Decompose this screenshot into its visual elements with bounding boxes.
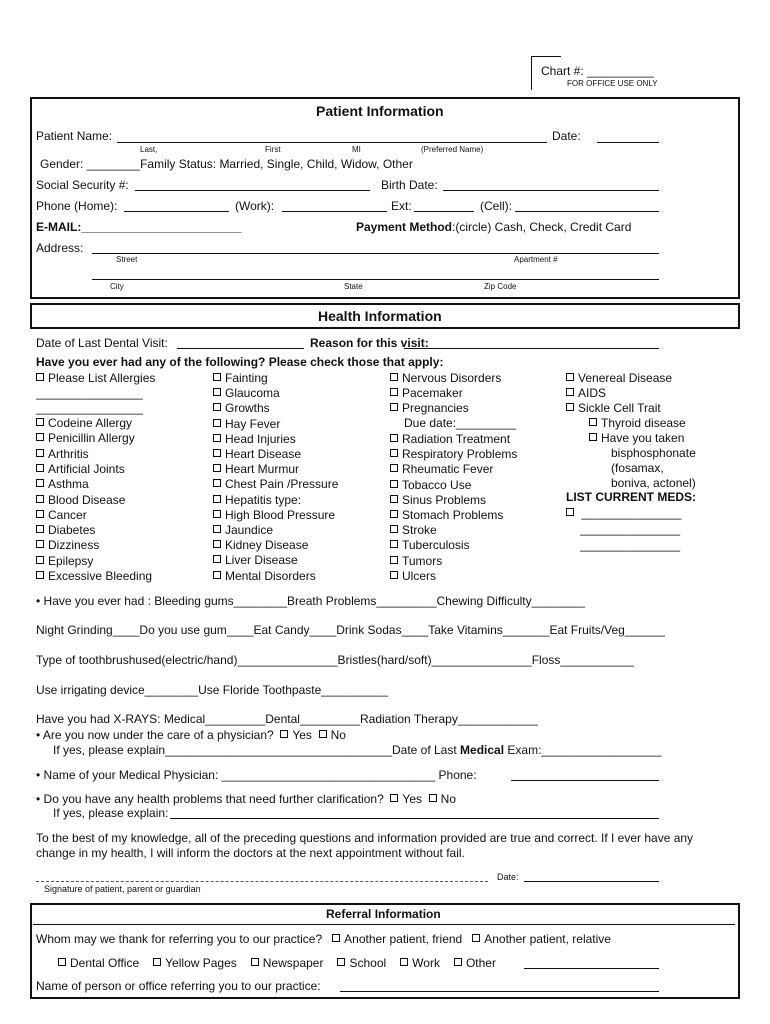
allergy-blank-1[interactable]: ________________ <box>36 386 143 400</box>
condition-artificial-joints[interactable] <box>36 462 125 476</box>
condition-label: Jaundice <box>225 523 274 537</box>
checkbox-icon[interactable] <box>390 449 398 457</box>
checkbox-icon[interactable] <box>213 449 221 457</box>
checkbox-icon[interactable] <box>36 479 44 487</box>
condition-label: Fainting <box>225 371 268 385</box>
checkbox-icon[interactable] <box>36 556 44 564</box>
condition-kidney-disease[interactable] <box>213 538 308 552</box>
condition-label: Rheumatic Fever <box>402 462 494 477</box>
condition-label: Nervous Disorders <box>402 371 502 385</box>
condition-label: Liver Disease <box>225 553 298 568</box>
patient-name-label: Patient Name: <box>36 129 113 143</box>
condition-label: Hepatitis type: <box>225 492 302 507</box>
meds-blank-3[interactable]: _______________ <box>580 538 681 552</box>
payment-method-label: Payment Method <box>356 220 453 234</box>
checkbox-icon[interactable] <box>566 388 574 396</box>
condition-label: Venereal Disease <box>578 371 673 385</box>
condition-sinus-problems[interactable] <box>390 493 486 507</box>
condition-label: Sickle Cell Trait <box>578 401 661 416</box>
checkbox-icon[interactable] <box>566 403 574 411</box>
checkbox-icon[interactable] <box>213 540 221 548</box>
condition-label: Have you taken <box>601 431 685 446</box>
sub-apartment: Apartment # <box>514 255 558 264</box>
reason-field[interactable] <box>404 348 659 349</box>
condition-label: Glaucoma <box>225 386 280 401</box>
condition-head-injuries[interactable] <box>213 432 296 446</box>
checkbox-icon[interactable] <box>454 958 462 966</box>
sub-zip: Zip Code <box>484 282 517 291</box>
condition-epilepsy[interactable] <box>36 554 93 568</box>
condition-label: Ulcers <box>402 568 437 583</box>
condition-respiratory-problems[interactable] <box>390 447 517 461</box>
meds-checkbox[interactable] <box>566 508 574 516</box>
referral-friend-checkbox[interactable] <box>332 934 340 942</box>
checkbox-icon[interactable] <box>213 403 221 411</box>
referral-name-field[interactable] <box>340 991 659 992</box>
condition-asthma[interactable] <box>36 477 89 491</box>
condition-please-list-allergies[interactable] <box>36 371 155 385</box>
checkbox-icon[interactable] <box>36 525 44 533</box>
checkbox-icon[interactable] <box>390 373 398 381</box>
condition-label: Mental Disorders <box>225 568 316 583</box>
email-field[interactable]: E-MAIL:________________________ <box>36 220 242 234</box>
condition-label: Dizziness <box>48 538 100 553</box>
referral-source-school[interactable] <box>337 956 386 970</box>
phone-home-field[interactable] <box>124 211 229 212</box>
checkbox-icon[interactable] <box>213 495 221 503</box>
checkbox-icon[interactable] <box>36 571 44 579</box>
due-date-field[interactable]: Due date:_________ <box>404 416 517 430</box>
sig-date-label: Date: <box>497 872 519 882</box>
physician-phone-field[interactable] <box>511 780 659 781</box>
condition-tobacco-use[interactable] <box>390 478 471 492</box>
condition-label: Head Injuries <box>225 431 296 446</box>
checkbox-icon[interactable] <box>390 480 398 488</box>
checkbox-icon[interactable] <box>213 571 221 579</box>
checkbox-icon[interactable] <box>36 433 44 441</box>
condition-blood-disease[interactable] <box>36 493 125 507</box>
reason-label: Reason for this visit: <box>310 336 429 350</box>
sub-city: City <box>110 282 124 291</box>
checkbox-icon[interactable] <box>153 958 161 966</box>
sub-first: First <box>265 145 281 154</box>
phone-cell-label: (Cell): <box>480 199 512 213</box>
condition-label: High Blood Pressure <box>225 507 336 522</box>
condition-label: Sinus Problems <box>402 492 487 507</box>
checkbox-icon[interactable] <box>390 388 398 396</box>
checkbox-icon[interactable] <box>213 388 221 396</box>
checkbox-icon[interactable] <box>213 419 221 427</box>
condition-label: Asthma <box>48 477 89 492</box>
condition-pregnancies[interactable] <box>390 401 469 415</box>
checkbox-icon[interactable] <box>390 556 398 564</box>
meds-blank-2[interactable]: _______________ <box>580 522 681 536</box>
date-label: Date: <box>552 129 581 143</box>
last-visit-label: Date of Last Dental Visit: <box>36 336 168 350</box>
checkbox-icon[interactable] <box>390 510 398 518</box>
condition-label: Pregnancies <box>402 401 469 416</box>
checkbox-icon[interactable] <box>390 464 398 472</box>
checkbox-icon[interactable] <box>36 510 44 518</box>
condition-dizziness[interactable] <box>36 538 99 552</box>
condition-excessive-bleeding[interactable] <box>36 569 152 583</box>
condition-label: Stroke <box>402 523 437 538</box>
condition-label: Codeine Allergy <box>48 416 133 430</box>
condition-jaundice[interactable] <box>213 523 273 537</box>
condition-label: Kidney Disease <box>225 538 309 553</box>
date-field[interactable] <box>597 142 659 143</box>
condition-venereal-disease[interactable] <box>566 371 672 385</box>
condition-penicillin-allergy[interactable] <box>36 431 135 445</box>
condition-label: Arthritis <box>48 446 89 461</box>
phone-cell-field[interactable] <box>515 211 659 212</box>
bisphosphonate-line: boniva, actonel) <box>611 476 696 490</box>
checkbox-icon[interactable] <box>36 449 44 457</box>
checkbox-icon[interactable] <box>589 433 597 441</box>
condition-label: Diabetes <box>48 523 96 538</box>
q-physician-name[interactable]: • Name of your Medical Physician: ________________________________ Phone: <box>36 768 477 782</box>
condition-have-you-taken[interactable] <box>589 431 684 445</box>
condition-label: Pacemaker <box>402 386 463 401</box>
checkbox-icon[interactable] <box>213 373 221 381</box>
condition-label: Artificial Joints <box>48 461 125 476</box>
checkbox-icon[interactable] <box>213 555 221 563</box>
referral-source-yellow-pages[interactable] <box>153 956 237 970</box>
condition-arthritis[interactable] <box>36 447 89 461</box>
clarify-no-checkbox[interactable] <box>429 794 437 802</box>
condition-label: Thyroid disease <box>601 416 686 430</box>
condition-cancer[interactable] <box>36 508 87 522</box>
referral-source-label: Newspaper <box>262 956 324 970</box>
referral-relative-checkbox[interactable] <box>472 934 480 942</box>
condition-mental-disorders[interactable] <box>213 569 316 583</box>
referral-source-newspaper[interactable] <box>251 956 324 970</box>
payment-method[interactable] <box>356 220 631 234</box>
allergy-blank-2[interactable]: ________________ <box>36 401 143 415</box>
referral-source-label: Dental Office <box>70 956 140 970</box>
sig-date-field[interactable] <box>524 881 659 882</box>
condition-label: Cancer <box>48 507 87 522</box>
address-city-field[interactable] <box>92 279 659 280</box>
condition-label: Respiratory Problems <box>402 447 518 462</box>
q-night-grinding[interactable]: Night Grinding____Do you use gum____Eat Candy____Drink Sodas____Take Vitamins_______Eat Fruits/Veg______ <box>36 623 665 637</box>
checkbox-icon[interactable] <box>390 495 398 503</box>
condition-hepatitis-type[interactable] <box>213 493 301 507</box>
condition-label: Excessive Bleeding <box>48 569 153 583</box>
checkbox-icon[interactable] <box>36 373 44 381</box>
condition-sickle-cell-trait[interactable] <box>566 401 661 415</box>
statement-line-1: To the best of my knowledge, all of the preceding questions and information provided are true and correct. If I ever have any <box>36 831 694 845</box>
q-physician-explain[interactable]: If yes, please explain__________________________________Date of Last Medical Exam:__________________ <box>53 743 662 757</box>
checkbox-icon[interactable] <box>213 479 221 487</box>
condition-label: Chest Pain /Pressure <box>225 477 339 492</box>
physician-yes-checkbox[interactable] <box>280 730 288 738</box>
office-use-only-label: FOR OFFICE USE ONLY <box>567 79 658 88</box>
conditions-question: Have you ever had any of the following? Please check those that apply: <box>36 355 444 369</box>
condition-label: Tobacco Use <box>402 477 472 492</box>
sub-state: State <box>344 282 363 291</box>
referral-source-work[interactable] <box>400 956 440 970</box>
condition-label: Heart Disease <box>225 447 302 461</box>
q-have-you-ever[interactable]: • Have you ever had : Bleeding gums________Breath Problems_________Chewing Difficulty________ <box>36 594 586 608</box>
checkbox-icon[interactable] <box>390 571 398 579</box>
condition-radiation-treatment[interactable] <box>390 432 510 446</box>
checkbox-icon[interactable] <box>390 540 398 548</box>
phone-home-label: Phone (Home): <box>36 199 118 213</box>
checkbox-icon[interactable] <box>390 403 398 411</box>
address-label: Address: <box>36 241 84 255</box>
current-meds-label: LIST CURRENT MEDS: <box>566 490 696 504</box>
phone-work-field[interactable] <box>282 211 387 212</box>
condition-liver-disease[interactable] <box>213 553 298 567</box>
referral-source-label: Yellow Pages <box>165 956 237 970</box>
referral-source-label: School <box>349 956 387 970</box>
meds-blank-1[interactable]: _______________ <box>566 506 681 520</box>
birth-date-label: Birth Date: <box>381 178 438 192</box>
statement-line-2: change in my health, I will inform the doctors at the next appointment without fail. <box>36 846 465 860</box>
condition-heart-disease[interactable] <box>213 447 301 461</box>
condition-stomach-problems[interactable] <box>390 508 503 522</box>
checkbox-icon[interactable] <box>36 495 44 503</box>
condition-label: Growths <box>225 401 270 416</box>
condition-heart-murmur[interactable] <box>213 462 299 476</box>
sub-preferred: (Preferred Name) <box>421 145 484 154</box>
referral-source-label: Other <box>465 956 496 970</box>
condition-label: Radiation Treatment <box>402 432 511 446</box>
condition-rheumatic-fever[interactable] <box>390 462 493 476</box>
condition-label: Tuberculosis <box>402 538 470 553</box>
bisphosphonate-line: bisphosphonate <box>611 446 696 460</box>
sub-street: Street <box>116 255 138 264</box>
health-info-heading: Health Information <box>318 308 442 324</box>
condition-diabetes[interactable] <box>36 523 95 537</box>
phone-work-label: (Work): <box>235 199 275 213</box>
checkbox-icon[interactable] <box>390 434 398 442</box>
condition-aids[interactable] <box>566 386 606 400</box>
condition-stroke[interactable] <box>390 523 437 537</box>
payment-options: :(circle) Cash, Check, Credit Card <box>452 220 632 234</box>
checkbox-icon[interactable] <box>36 464 44 472</box>
phone-ext-field[interactable] <box>414 211 474 212</box>
condition-hay-fever[interactable] <box>213 417 280 431</box>
q-clarification: • Do you have any health problems that need further clarification? Yes No <box>36 792 457 806</box>
referral-thank-row: Whom may we thank for referring you to our practice? Another patient, friend Another patient, relative <box>36 932 611 946</box>
checkbox-icon[interactable] <box>251 958 259 966</box>
patient-info-section <box>30 97 740 299</box>
ssn-label: Social Security #: <box>36 178 129 192</box>
patient-name-field[interactable] <box>117 142 547 143</box>
bisphosphonate-line: (fosamax, <box>611 461 664 475</box>
condition-label: Blood Disease <box>48 492 126 507</box>
condition-label: Hay Fever <box>225 416 281 431</box>
condition-growths[interactable] <box>213 401 270 415</box>
gender-family-line[interactable]: Gender: ________Family Status: Married, Single, Child, Widow, Other <box>40 157 413 171</box>
condition-nervous-disorders[interactable] <box>390 371 501 385</box>
q-xrays[interactable]: Have you had X-RAYS: Medical_________Dental_________Radiation Therapy____________ <box>36 712 538 726</box>
condition-label: AIDS <box>578 386 607 401</box>
condition-fainting[interactable] <box>213 371 268 385</box>
referral-source-label: Work <box>412 956 440 970</box>
referral-source-other[interactable] <box>454 956 496 970</box>
condition-tumors[interactable] <box>390 554 442 568</box>
signature-label: Signature of patient, parent or guardian <box>44 884 201 894</box>
condition-thyroid-disease[interactable] <box>589 416 686 430</box>
last-visit-field[interactable] <box>177 348 304 349</box>
condition-label: Please List Allergies <box>48 371 156 385</box>
checkbox-icon[interactable] <box>589 418 597 426</box>
clarify-explain-field[interactable] <box>170 818 659 819</box>
patient-info-heading: Patient Information <box>316 103 444 119</box>
checkbox-icon[interactable] <box>58 958 66 966</box>
q-toothbrush[interactable]: Type of toothbrushused(electric/hand)_______________Bristles(hard/soft)_______________Floss___________ <box>36 653 634 667</box>
checkbox-icon[interactable] <box>337 958 345 966</box>
checkbox-icon[interactable] <box>213 464 221 472</box>
referral-source-dental-office[interactable] <box>58 956 139 970</box>
condition-chest-pain-pressure[interactable] <box>213 477 338 491</box>
condition-high-blood-pressure[interactable] <box>213 508 335 522</box>
checkbox-icon[interactable] <box>36 418 44 426</box>
sub-last: Last, <box>140 145 158 154</box>
referral-other-field[interactable] <box>524 968 659 969</box>
referral-name-label: Name of person or office referring you to our practice: <box>36 979 321 993</box>
checkbox-icon[interactable] <box>36 540 44 548</box>
clarify-yes-checkbox[interactable] <box>390 794 398 802</box>
condition-glaucoma[interactable] <box>213 386 280 400</box>
checkbox-icon[interactable] <box>400 958 408 966</box>
checkbox-icon[interactable] <box>213 434 221 442</box>
condition-label: Epilepsy <box>48 553 94 568</box>
q-irrigating[interactable]: Use irrigating device________Use Floride Toothpaste__________ <box>36 683 389 697</box>
address-street-field[interactable] <box>92 253 659 254</box>
condition-ulcers[interactable] <box>390 569 436 583</box>
condition-label: Tumors <box>402 553 443 568</box>
checkbox-icon[interactable] <box>213 510 221 518</box>
condition-label: Stomach Problems <box>402 508 504 522</box>
checkbox-icon[interactable] <box>566 373 574 381</box>
ssn-field[interactable] <box>135 190 370 191</box>
condition-label: Heart Murmur <box>225 462 300 477</box>
condition-label: Penicillin Allergy <box>48 431 135 446</box>
q-physician-care: • Are you now under the care of a physician? Yes No <box>36 728 346 742</box>
condition-pacemaker[interactable] <box>390 386 463 400</box>
sub-mi: MI <box>352 145 361 154</box>
condition-tuberculosis[interactable] <box>390 538 470 552</box>
referral-heading: Referral Information <box>326 907 441 921</box>
referral-sources-row <box>58 956 510 970</box>
signature-field[interactable] <box>36 881 488 882</box>
condition-codeine-allergy[interactable] <box>36 416 132 430</box>
phone-ext-label: Ext: <box>391 199 412 213</box>
physician-no-checkbox[interactable] <box>319 730 327 738</box>
checkbox-icon[interactable] <box>213 525 221 533</box>
birth-date-field[interactable] <box>443 190 659 191</box>
q-clarify-explain-label: If yes, please explain: <box>53 806 169 820</box>
chart-number-label: Chart #: __________ <box>541 64 654 78</box>
checkbox-icon[interactable] <box>390 525 398 533</box>
